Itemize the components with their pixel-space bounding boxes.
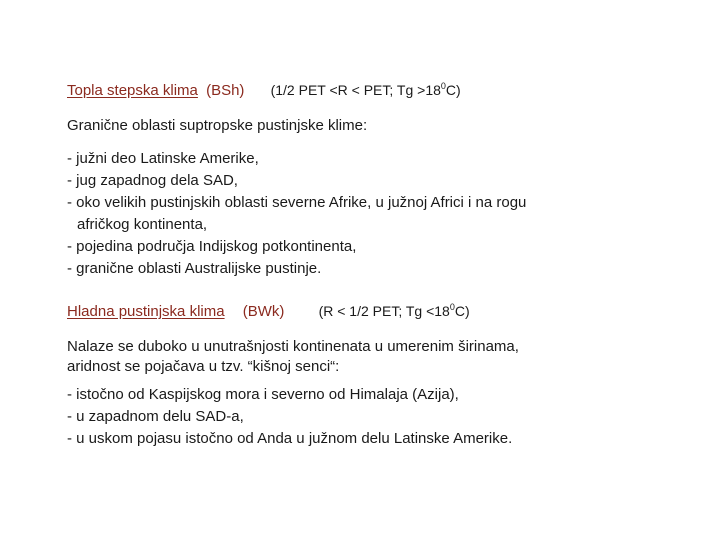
section1-title: Topla stepska klima xyxy=(67,82,198,99)
section2-params-text: (R < 1/2 PET; Tg <18 xyxy=(318,303,450,319)
list-item: - granične oblasti Australijske pustinje. xyxy=(67,260,322,277)
list-item: afričkog kontinenta, xyxy=(77,216,208,233)
section2-title: Hladna pustinjska klima xyxy=(67,303,225,320)
section2-list xyxy=(67,384,512,450)
list-item: - oko velikih pustinjskih oblasti severne Afrike, u južnoj Africi i na rogu xyxy=(67,194,527,211)
section1-params-text: (1/2 PET <R < PET; Tg >18 xyxy=(270,82,441,98)
list-item: - pojedina područja Indijskog potkontinenta, xyxy=(67,238,357,255)
list-item: - jug zapadnog dela SAD, xyxy=(67,172,238,189)
section2-params xyxy=(319,303,470,319)
list-item: - u uskom pojasu istočno od Anda u južnom delu Latinske Amerike. xyxy=(67,430,513,447)
section1-params xyxy=(271,82,461,98)
list-item: - istočno od Kaspijskog mora i severno od Himalaja (Azija), xyxy=(67,386,459,403)
section2-code: (BWk) xyxy=(242,303,285,320)
section2-intro-line1: Nalaze se duboko u unutrašnjosti kontinenata u umerenim širinama, xyxy=(67,338,519,355)
list-item: - južni deo Latinske Amerike, xyxy=(67,150,259,167)
section2-params-unit: C) xyxy=(454,303,470,319)
section1-params-sup: 0 xyxy=(440,81,446,91)
section2-params-sup: 0 xyxy=(449,302,455,312)
section2-heading xyxy=(67,302,470,321)
section1-intro: Granične oblasti suptropske pustinjske klime: xyxy=(67,117,368,134)
section2-intro-line2: aridnost se pojačava u tzv. “kišnoj senci“: xyxy=(67,358,340,375)
section1-params-unit: C) xyxy=(445,82,461,98)
list-item: - u zapadnom delu SAD-a, xyxy=(67,408,244,425)
section1-list xyxy=(67,148,526,280)
section1-heading xyxy=(67,81,461,100)
section1-code: (BSh) xyxy=(206,82,245,99)
